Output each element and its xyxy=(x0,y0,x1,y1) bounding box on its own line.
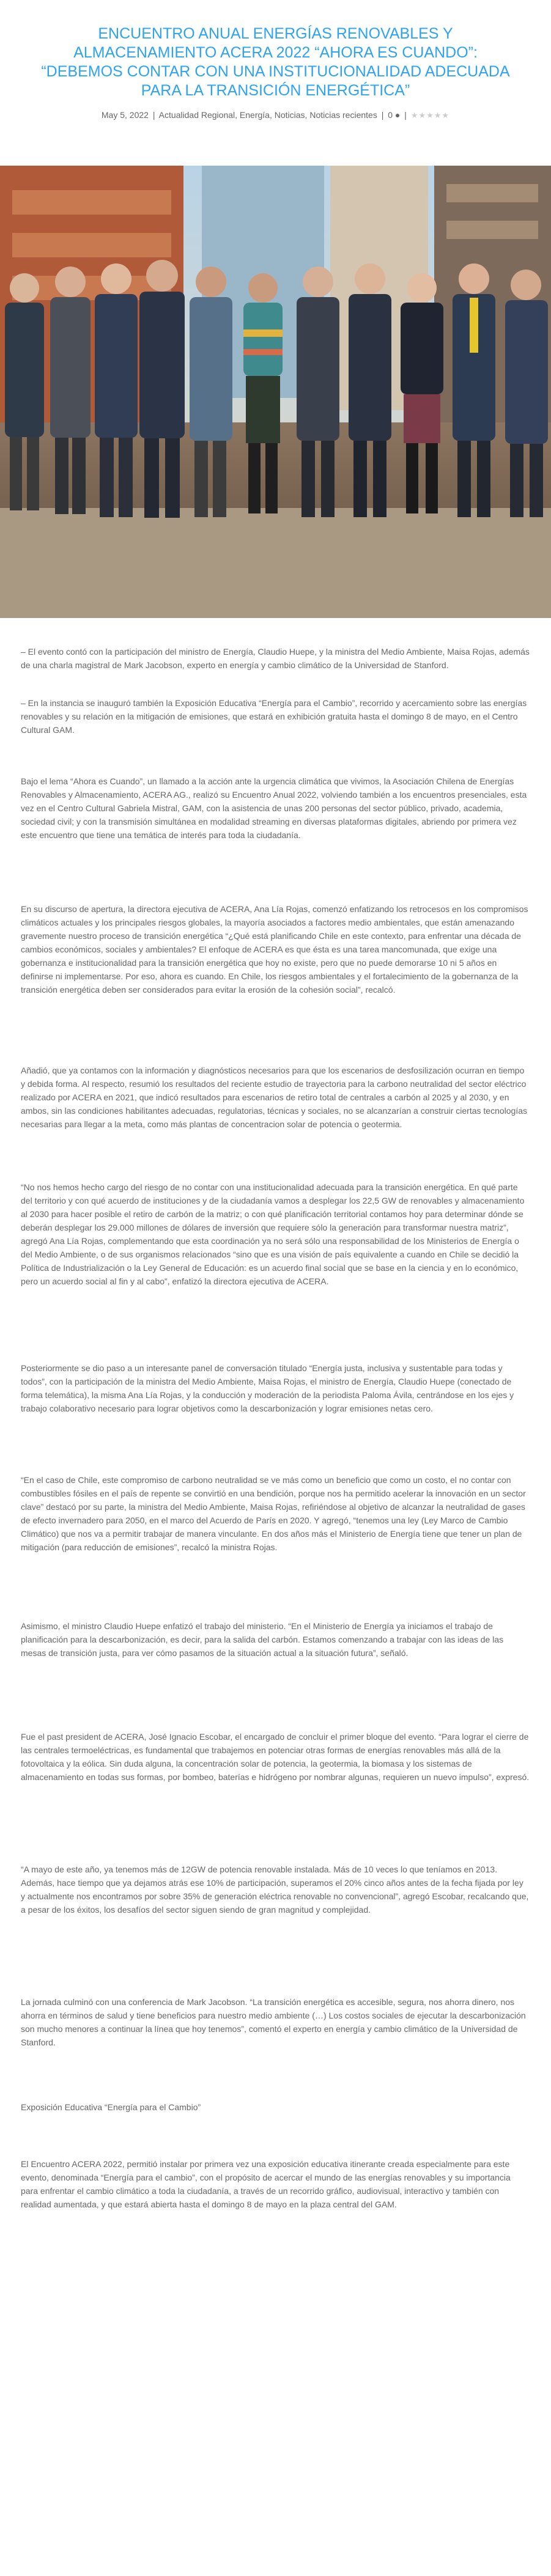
post-date: May 5, 2022 xyxy=(101,110,149,120)
lead-paragraph-1: – El evento contó con la participación del ministro de Energía, Claudio Huepe, y la ministra del Medio Ambiente, Maisa Rojas, además de una charla magistral de Mark Jacobson, experto en energía y cambio climático de la Universidad de Stanford. xyxy=(21,647,530,670)
group-photo-illustration xyxy=(0,166,551,618)
body-paragraph-2: En su discurso de apertura, la directora ejecutiva de ACERA, Ana Lía Rojas, comenzó enfatizando los retrocesos en los compromisos climáticos actuales y los principales riesgos globales, la mayoría asociados a factores medio ambientales, que están amenazando gravemente nuestro proceso de transición energética “¿Qué está planificando Chile en este contexto, para enfrentar una década de cambios económicos, sociales y ambientales? El enfoque de ACERA es que ésta es una tarea mancomunada, que exige una gobernanza e institucionalidad para la transición energética que hoy no existe, pero que no puede demorarse 10 ni 5 años en definirse ni implementarse. Por eso, ahora es cuando. En Chile, los riesgos ambientales y el fortalecimiento de la gobernanza de la transición energética deben ser considerados para evitar la erosión de la cohesión social”, recalcó. xyxy=(21,904,528,995)
category-link-energia[interactable]: Energía xyxy=(239,110,270,120)
post-header xyxy=(0,0,551,122)
post-meta: May 5, 2022 | Actualidad Regional, Energía, Noticias, Noticias recientes | 0 ● | ★★★★★ xyxy=(101,110,450,120)
section-heading-exposicion: Exposición Educativa “Energía para el Cambio” xyxy=(21,2102,201,2112)
body-paragraph-1: Bajo el lema “Ahora es Cuando”, un llamado a la acción ante la urgencia climática que vivimos, la Asociación Chilena de Energías Renovables y Almacenamiento, ACERA AG., realizó su Encuentro Anual 2022, volviendo también a los encuentros presenciales, esta vez en el Centro Cultural Gabriela Mistral, GAM, con la asistencia de unas 200 personas del sector público, privado, academia, sociedad civil; y con la transmisión simultánea en modalidad streaming en diversas plataformas digitales, abriendo por primera vez este encuentro que tiene una temática de interés para toda la ciudadanía. xyxy=(21,776,527,840)
body-paragraph-7: Asimismo, el ministro Claudio Huepe enfatizó el trabajo del ministerio. “En el Ministerio de Energía ya iniciamos el trabajo de planificación para la descarbonización, es decir, para la salida del carbón. Estamos comenzando a trabajar con las ideas de las mesas de transición justa, para ver cómo pasamos de la situación actual a la situación futura”, señaló. xyxy=(21,1621,504,1658)
lead-paragraph-2: – En la instancia se inauguró también la Exposición Educativa “Energía para el Cambio”, recorrido y acercamiento sobre las energías renovables y su relación en la mitigación de emisiones, que estará en exhibición gratuita hasta el domingo 8 de mayo, en el Centro Cultural GAM. xyxy=(21,698,527,735)
body-paragraph-10: La jornada culminó con una conferencia de Mark Jacobson. “La transición energética es accesible, segura, nos ahorra dinero, nos ahorra en términos de salud y tiene beneficios para nuestro medio ambiente (…) Los costos sociales de ejecutar la descarbonización son mucho menores a continuar la línea que hoy tenemos”, comentó el experto en energía y cambio climático de la Universidad de Stanford. xyxy=(21,1997,526,2047)
category-link-noticias[interactable]: Noticias xyxy=(274,110,305,120)
post-title: ENCUENTRO ANUAL ENERGÍAS RENOVABLES Y ALMACENAMIENTO ACERA 2022 “AHORA ES CUANDO”: “DEBEMOS CONTAR CON UNA INSTITUCIONALIDAD ADECUADA PARA LA TRANSICIÓN ENERGÉTICA” xyxy=(41,25,510,99)
body-paragraph-11: El Encuentro ACERA 2022, permitió instalar por primera vez una exposición educativa itinerante creada especialmente para este evento, denominada “Energía para el cambio”, con el propósito de acercar el mundo de las energías renovables y su importancia para enfrentar el cambio climático a toda la ciudadanía, a través de un recorrido gráfico, audiovisual, interactivo y también con realidad aumentada, y que estará abierta hasta el domingo 8 de mayo en la plaza central del GAM. xyxy=(21,2159,511,2209)
body-paragraph-6: “En el caso de Chile, este compromiso de carbono neutralidad se ve más como un beneficio que como un costo, el no contar con combustibles fósiles en el país de repente se convirtió en una bendición, porque nos ha permitido acelerar la innovación en un sector clave” destacó por su parte, la ministra del Medio Ambiente, Maisa Rojas, refiriéndose al objetivo de alcanzar la neutralidad de gases de efecto invernadero para 2050, en el marco del Acuerdo de París en 2020. Y agregó, “tenemos una ley (Ley Marco de Cambio Climático) que nos va a permitir trabajar de manera vinculante. En dos años más el Ministerio de Energía tiene que tener un plan de mitigación (para reducción de emisiones”, recalcó la ministra Rojas. xyxy=(21,1475,526,1552)
category-link-actualidad-regional[interactable]: Actualidad Regional xyxy=(158,110,235,120)
post-content xyxy=(0,618,551,2576)
rating-stars[interactable]: ★★★★★ xyxy=(410,111,450,120)
group-photo-image xyxy=(0,166,551,618)
body-paragraph-8: Fue el past president de ACERA, José Ignacio Escobar, el encargado de concluir el primer bloque del evento. “Para lograr el cierre de las centrales termoeléctricas, es fundamental que trabajemos en potenciar otras formas de energías renovables más allá de la fotovoltaica y la eólica. Sin duda alguna, la concentración solar de potencia, la geotermia, la biomasa y los sistemas de almacenamiento en todas sus formas, por bombeo, baterías e hidrógeno por nombrar algunas, requieren un nuevo impulso”, expresó. xyxy=(21,1732,530,1782)
body-paragraph-4: “No nos hemos hecho cargo del riesgo de no contar con una institucionalidad adecuada para la transición energética. En qué parte del territorio y con qué acuerdo de instituciones y de la ciudadanía vamos a desplegar los 22,5 GW de renovables y almacenamiento al 2030 para hacer posible el retiro de carbón de la matriz; o con qué planificación territorial contamos hoy para determinar dónde se deberán desplegar los 29.000 millones de dólares de inversión que requiere sólo la generación para transformar nuestra matriz”, agregó Ana Lía Rojas, complementando que esta coordinación ya no será sólo una responsabilidad de los Ministerios de Energía o del Medio Ambiente, o de sus organismos relacionados “sino que es una visión de país equivalente a cuando en Chile se decidió la Política de Industrialización o la Ley General de Educación: es un acuerdo final social que se base en la ciencia y en lo económico, pero un acuerdo social al fin y al cabo”, enfatizó la directora ejecutiva de ACERA. xyxy=(21,1182,525,1286)
category-link-noticias-recientes[interactable]: Noticias recientes xyxy=(309,110,377,120)
body-paragraph-5: Posteriormente se dio paso a un interesante panel de conversación titulado “Energía justa, inclusiva y sustentable para todas y todos”, con la participación de la ministra del Medio Ambiente, Maisa Rojas, el ministro de Energía, Claudio Huepe (conectado de forma telemática), la misma Ana Lía Rojas, y la conducción y moderación de la periodista Paloma Ávila, centrándose en los ejes y trabajo colaborativo necesario para lograr objetivos como la descarbonización y lograr emisiones netas cero. xyxy=(21,1363,514,1413)
comments-count-link[interactable]: 0 ● xyxy=(388,110,401,120)
body-paragraph-3: Añadió, que ya contamos con la información y diagnósticos necesarios para que los escenarios de desfosilización ocurran en tiempo y debida forma. Al respecto, resumió los resultados del reciente estudio de trayectoria para la carbono neutralidad del sector eléctrico realizado por ACERA en 2021, que indicó resultados para escenarios de retiro total de centrales a carbón al 2025 y al 2030, y en ambos, sin las condiciones habilitantes adecuadas, regulatorias, técnicas y sociales, no se alcanzarían a construir ciertas tecnologías necesarias para llegar a la meta, como más plantas de concentracion solar de potencia o geotermia. xyxy=(21,1065,528,1129)
body-paragraph-9: “A mayo de este año, ya tenemos más de 12GW de potencia renovable instalada. Más de 10 veces lo que teníamos en 2013. Además, hace tiempo que ya dejamos atrás ese 10% de participación, superamos el 20% cinco años antes de la fecha fijada por ley y actualmente nos encontramos por sobre 35% de generación eléctrica renovable no convencional”, agregó Escobar, recalcando que, a pesar de los éxitos, los desafíos del sector siguen siendo de gran magnitud y complejidad. xyxy=(21,1864,529,1915)
